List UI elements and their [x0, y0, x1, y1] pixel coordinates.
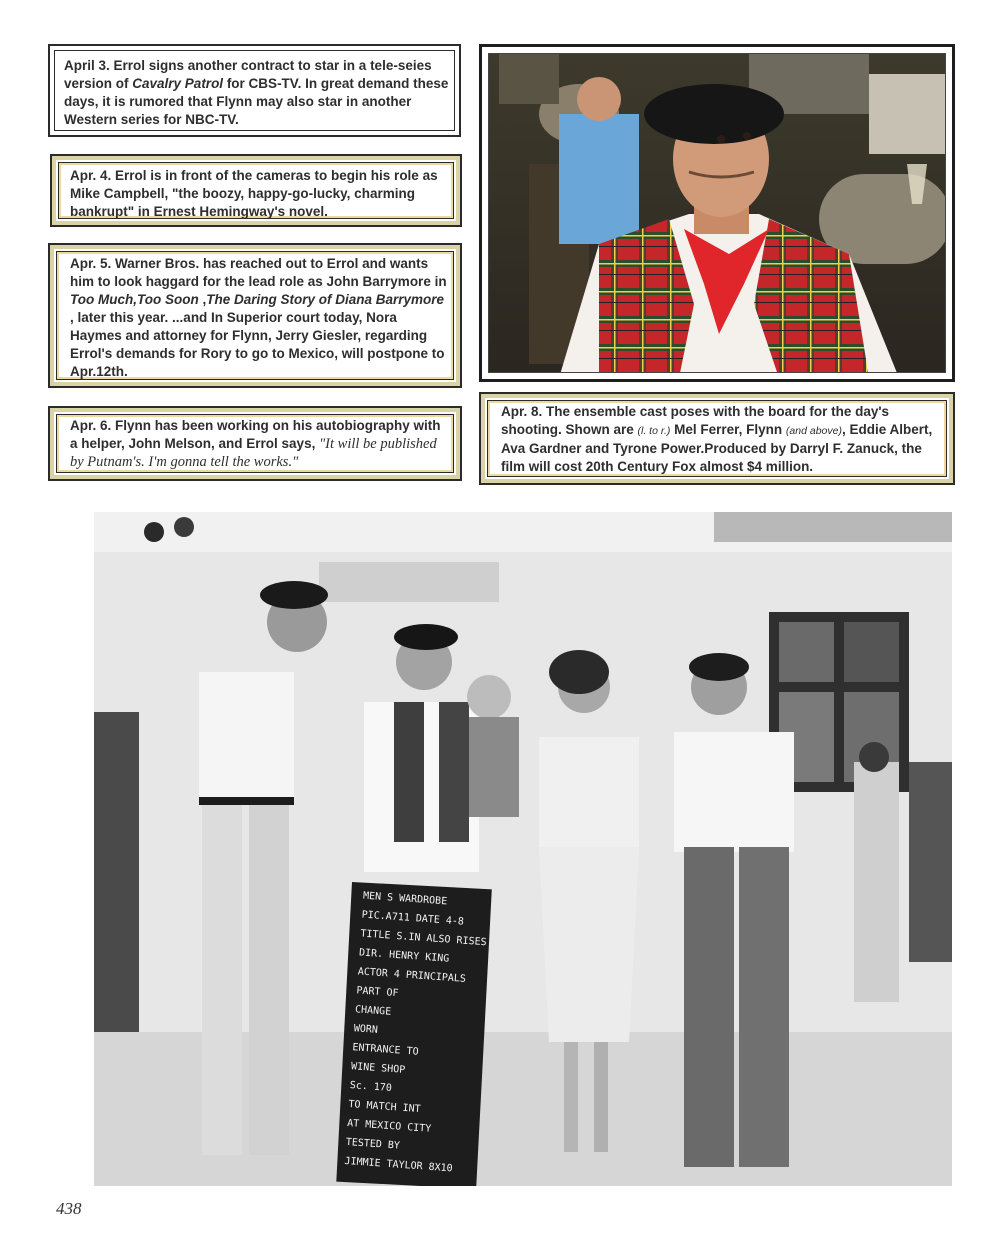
apr8-note-1: (l. to r.)	[637, 425, 671, 437]
color-photo-frame	[479, 44, 955, 382]
slate-line: ACTOR 4 PRINCIPALS	[357, 966, 467, 985]
slate-line: Sc. 170	[349, 1080, 393, 1094]
apr6-text-1: Apr. 6. Flynn has been working on his autobiography with a helper, John Melson, and Errol says,	[70, 418, 441, 451]
slate-line: MEN S WARDROBE	[362, 890, 448, 908]
apr3-title-cavalry: Cavalry Patrol	[132, 76, 224, 91]
caption-apr8-text	[501, 403, 941, 476]
caption-apr8	[479, 392, 955, 485]
caption-apr3-text	[64, 57, 449, 129]
apr5-title-2: The Daring Story of Diana Barrymore	[206, 292, 445, 307]
slate-board-text	[336, 882, 496, 1181]
caption-apr5-text	[70, 255, 450, 381]
apr6-quote: "It will be published by Putnam's. I'm gonna tell the works."	[70, 436, 437, 470]
apr4-text: Apr. 4. Errol is in front of the cameras to begin his role as Mike Campbell, "the boozy, happy-go-lucky, charming bankrupt" in Ernest Hemingway's novel.	[70, 168, 438, 219]
apr5-title-1: Too Much,Too Soon	[70, 292, 199, 307]
color-photo	[488, 53, 946, 373]
apr3-text-1: April 3. Errol signs another contract to star in a tele-seies version of	[64, 58, 432, 91]
slate-line: WORN	[353, 1023, 379, 1036]
slate-line: TITLE S.IN ALSO RISES	[360, 928, 487, 949]
slate-board	[344, 882, 496, 1182]
slate-line: DIR. HENRY KING	[358, 947, 450, 965]
slate-line: WINE SHOP	[350, 1061, 406, 1076]
caption-apr5	[48, 243, 462, 388]
apr8-text-1: Apr. 8. The ensemble cast poses with the board for the day's shooting. Shown are	[501, 404, 890, 437]
bw-group-photo	[94, 512, 952, 1186]
caption-apr3	[48, 44, 461, 137]
slate-line: TESTED BY	[345, 1136, 401, 1152]
slate-line: CHANGE	[354, 1004, 392, 1018]
apr3-text-2: for CBS-TV. In great demand these days, it is rumored that Flynn may also star in another Western series for NBC-TV.	[64, 76, 449, 127]
apr5-text-1: Apr. 5. Warner Bros. has reached out to Errol and wants him to look haggard for the lead role as John Barrymore in	[70, 256, 447, 289]
slate-line: ENTRANCE TO	[352, 1042, 419, 1058]
slate-line: AT MEXICO CITY	[346, 1117, 432, 1135]
slate-line: TO MATCH INT	[348, 1099, 421, 1116]
cast-group-illustration	[94, 512, 952, 1186]
slate-line: PIC.A711 DATE 4-8	[361, 909, 465, 928]
apr5-text-3: , later this year. ...and In Superior court today, Nora Haymes and attorney for Flynn, Jerry Giesler, regarding Errol's demands for Rory to go to Mexico, will postpone to Apr.12th.	[70, 310, 445, 379]
flynn-portrait-illustration	[489, 54, 946, 373]
caption-apr6-text	[70, 417, 450, 471]
apr8-note-2: (and above)	[785, 425, 842, 437]
caption-apr4-text	[70, 167, 450, 221]
apr8-text-3: , Eddie Albert, Ava Gardner and Tyrone Power.Produced by Darryl F. Zanuck, the film will cost 20th Century Fox almost $4 million.	[501, 422, 933, 474]
caption-apr4	[50, 154, 462, 227]
slate-line: PART OF	[356, 985, 399, 1000]
caption-apr6	[48, 406, 462, 481]
page-number: 438	[56, 1199, 82, 1218]
apr5-text-2: ,	[198, 292, 207, 307]
apr8-text-2: Mel Ferrer, Flynn	[670, 422, 786, 437]
slate-line: JIMMIE TAYLOR 8X10	[344, 1155, 453, 1175]
